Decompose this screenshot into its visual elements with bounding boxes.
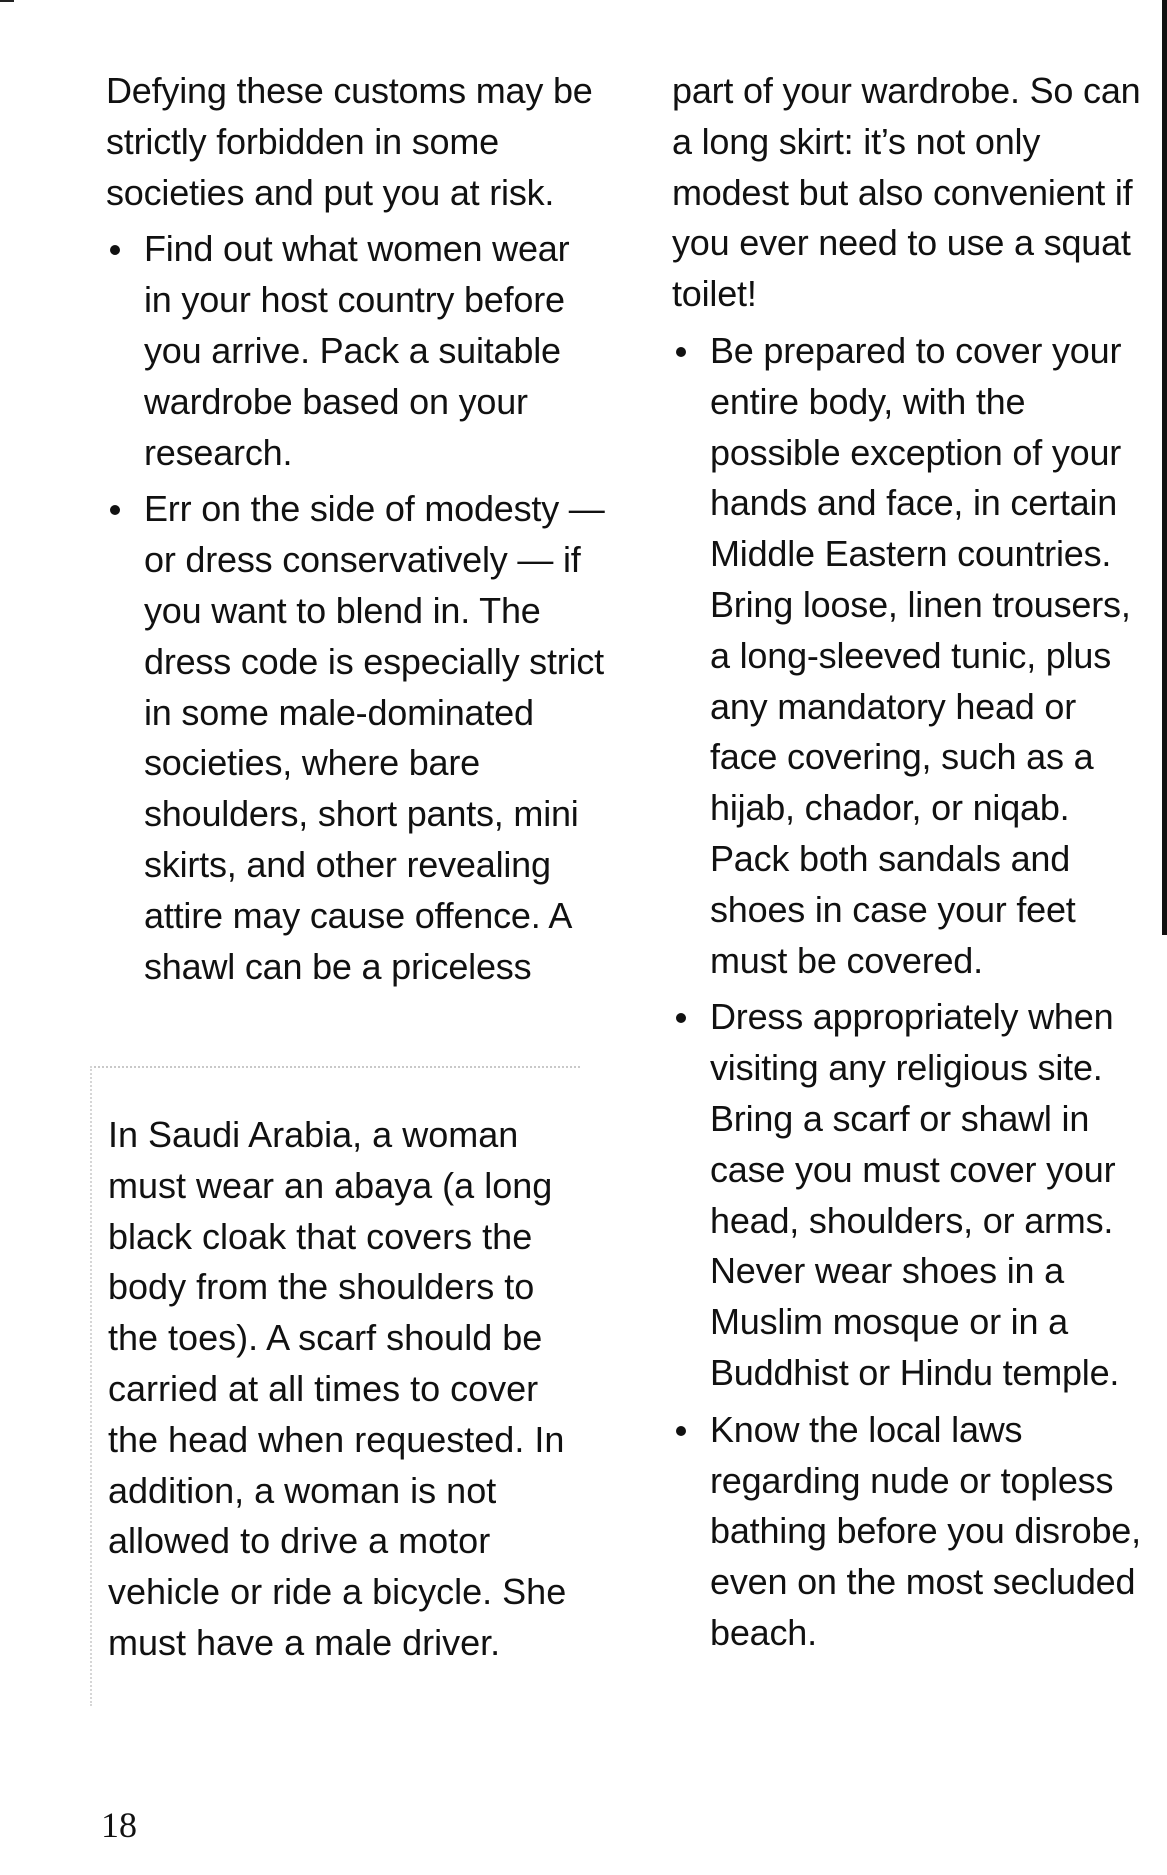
sidebar-top-border xyxy=(90,1066,580,1068)
bullet-cover-body: Be prepared to cover your entire body, with the possible exception of your hands and face, in certain Middle Eastern countries. Bring loose, linen trousers, a long-sleeved tunic, plus any mandatory head or face covering, such as a hijab, chador, or niqab. Pack both sandals and shoes in case your feet must be covered. xyxy=(672,326,1142,986)
bullet-dress-modestly: Err on the side of modesty — or dress conservatively — if you want to blend in. The dress code is especially strict in some male-dominated societies, where bare shoulders, short pants, mini skirts, and other revealing attire may cause offence. A shawl can be a priceless xyxy=(106,484,606,992)
left-bullet-list xyxy=(106,224,606,992)
left-column xyxy=(106,66,606,998)
saudi-arabia-sidebar xyxy=(90,1066,590,1706)
sidebar-left-border xyxy=(90,1066,92,1706)
bullet-local-laws-bathing: Know the local laws regarding nude or topless bathing before you disrobe, even on the most secluded beach. xyxy=(672,1405,1142,1659)
scan-edge-border xyxy=(1162,0,1167,935)
right-column xyxy=(672,66,1142,1665)
scan-edge-mark xyxy=(0,0,14,2)
right-bullet-list xyxy=(672,326,1142,1659)
intro-paragraph: Defying these customs may be strictly forbidden in some societies and put you at risk. xyxy=(106,70,593,213)
sidebar-text: In Saudi Arabia, a woman must wear an abaya (a long black cloak that covers the body from the shoulders to the toes). A scarf should be carried at all times to cover the head when requested. In addition, a woman is not allowed to drive a motor vehicle or ride a bicycle. She must have a male driver. xyxy=(108,1114,567,1663)
bullet-host-country-research: Find out what women wear in your host country before you arrive. Pack a suitable wardrobe based on your research. xyxy=(106,224,606,478)
bullet-religious-sites: Dress appropriately when visiting any religious site. Bring a scarf or shawl in case you must cover your head, shoulders, or arms. Never wear shoes in a Muslim mosque or in a Buddhist or Hindu temple. xyxy=(672,992,1142,1398)
page-number: 18 xyxy=(101,1805,137,1845)
continuation-paragraph: part of your wardrobe. So can a long skirt: it’s not only modest but also convenient if you ever need to use a squat toilet! xyxy=(672,70,1141,315)
